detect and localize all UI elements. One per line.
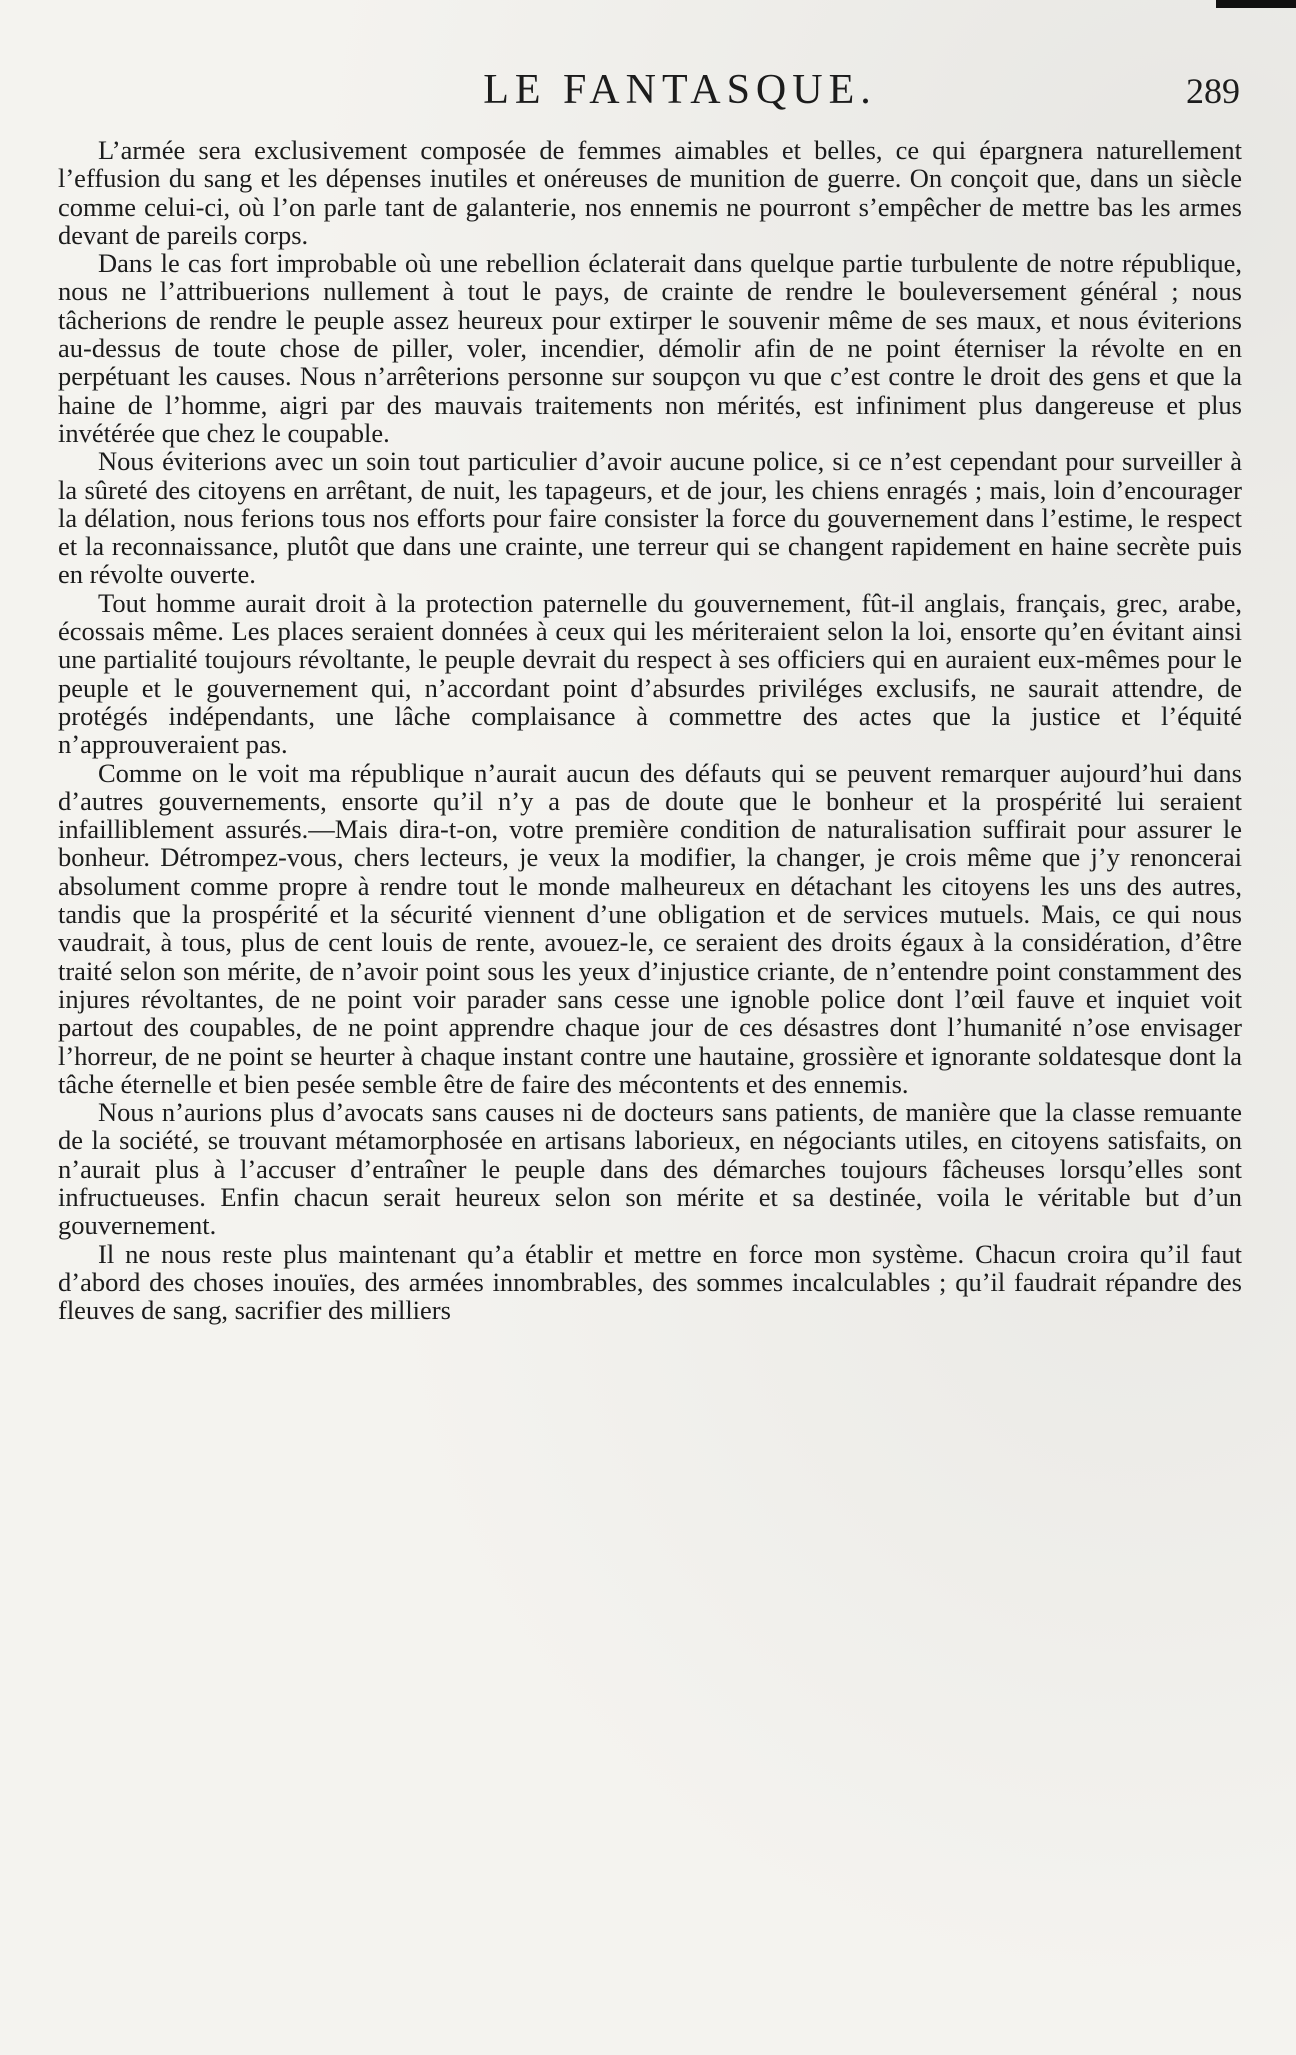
page-number: 289 bbox=[1186, 71, 1240, 111]
top-edge-rule bbox=[1216, 0, 1296, 8]
paragraph: Il ne nous reste plus maintenant qu’a établir et mettre en force mon système. Chacun croira qu’il faut d’abord des choses inouïes, des armées innombrables, des sommes incalculables ; qu’il faudrait répandre des fleuves de sang, sacrifier des milliers bbox=[58, 1238, 1242, 1326]
paragraph: Nous éviterions avec un soin tout particulier d’avoir aucune police, si ce n’est cependant pour surveiller à la sûreté des citoyens en arrêtant, de nuit, les tapageurs, et de jour, les chiens enragés ; mais, loin d’encourager la délation, nous ferions tous nos efforts pour faire consister la force du gouvernement dans l’estime, le respect et la reconnaissance, plutôt que dans une crainte, une terreur qui se changent rapidement en haine secrète puis en révolte ouverte. bbox=[58, 446, 1242, 590]
paragraph: Tout homme aurait droit à la protection paternelle du gouvernement, fût-il anglais, français, grec, arabe, écossais même. Les places seraient données à ceux qui les mériteraient selon la loi, ensorte qu’en évitant ainsi une partialité toujours révoltante, le peuple devrait du respect à ses officiers qui en auraient eux-mêmes pour le peuple et le gouvernement qui, n’accordant point d’absurdes priviléges exclusifs, ne saurait attendre, de protégés indépendants, une lâche complaisance à commettre des actes que la justice et l’équité n’approuveraient pas. bbox=[58, 587, 1242, 760]
paragraph: Comme on le voit ma république n’aurait aucun des défauts qui se peuvent remarquer aujourd’hui dans d’autres gouvernements, ensorte qu’il n’y a pas de doute que le bonheur et la prospérité lui seraient infailliblement assurés.—Mais dira-t-on, votre première condition de naturalisation suffirait pour assurer le bonheur. Détrompez-vous, chers lecteurs, je veux la modifier, la changer, je crois même que j’y renoncerai absolument comme propre à rendre tout le monde malheureux en détachant les citoyens les uns des autres, tandis que la prospérité et la sécurité viennent d’une obligation et de services mutuels. Mais, ce qui nous vaudrait, à tous, plus de cent louis de rente, avouez-le, ce seraient des droits égaux à la considération, d’être traité selon son mérite, de n’avoir point sous les yeux d’injustice criante, de n’entendre point constamment des injures révoltantes, de ne point voir parader sans cesse une ignoble police dont l’œil fauve et inquiet voit partout des coupables, de ne point apprendre chaque jour de ces désastres dont l’humanité n’ose envisager l’horreur, de ne point se heurter à chaque instant contre une hautaine, grossière et ignorante soldatesque dont la tâche éternelle et bien pesée semble être de faire des mécontents et des ennemis. bbox=[58, 757, 1242, 1099]
page-header bbox=[50, 66, 1250, 126]
running-title: LE FANTASQUE. bbox=[483, 67, 877, 113]
paragraph: Dans le cas fort improbable où une rebellion éclaterait dans quelque partie turbulente de notre république, nous ne l’attribuerions nullement à tout le pays, de crainte de rendre le bouleversement général ; nous tâcherions de rendre le peuple assez heureux pour extirper le souvenir même de ses maux, et nous éviterions au-dessus de toute chose de piller, voler, incendier, démolir afin de ne point éterniser la révolte en en perpétuant les causes. Nous n’arrêterions personne sur soupçon vu que c’est contre le droit des gens et que la haine de l’homme, aigri par des mauvais traitements non mérités, est infiniment plus dangereuse et plus invétérée que chez le coupable. bbox=[58, 248, 1242, 448]
article-body bbox=[58, 136, 1242, 1324]
paragraph: Nous n’aurions plus d’avocats sans causes ni de docteurs sans patients, de manière que la classe remuante de la société, se trouvant métamorphosée en artisans laborieux, en négociants utiles, en citoyens satisfaits, on n’aurait plus à l’accuser d’entraîner le peuple dans des démarches toujours fâcheuses lorsqu’elles sont infructueuses. Enfin chacun serait heureux selon son mérite et sa destinée, voila le véritable but d’un gouvernement. bbox=[58, 1097, 1242, 1241]
paragraph: L’armée sera exclusivement composée de femmes aimables et belles, ce qui épargnera naturellement l’effusion du sang et les dépenses inutiles et onéreuses de munition de guerre. On conçoit que, dans un siècle comme celui-ci, où l’on parle tant de galanterie, nos ennemis ne pourront s’empêcher de mettre bas les armes devant de pareils corps. bbox=[58, 135, 1242, 250]
